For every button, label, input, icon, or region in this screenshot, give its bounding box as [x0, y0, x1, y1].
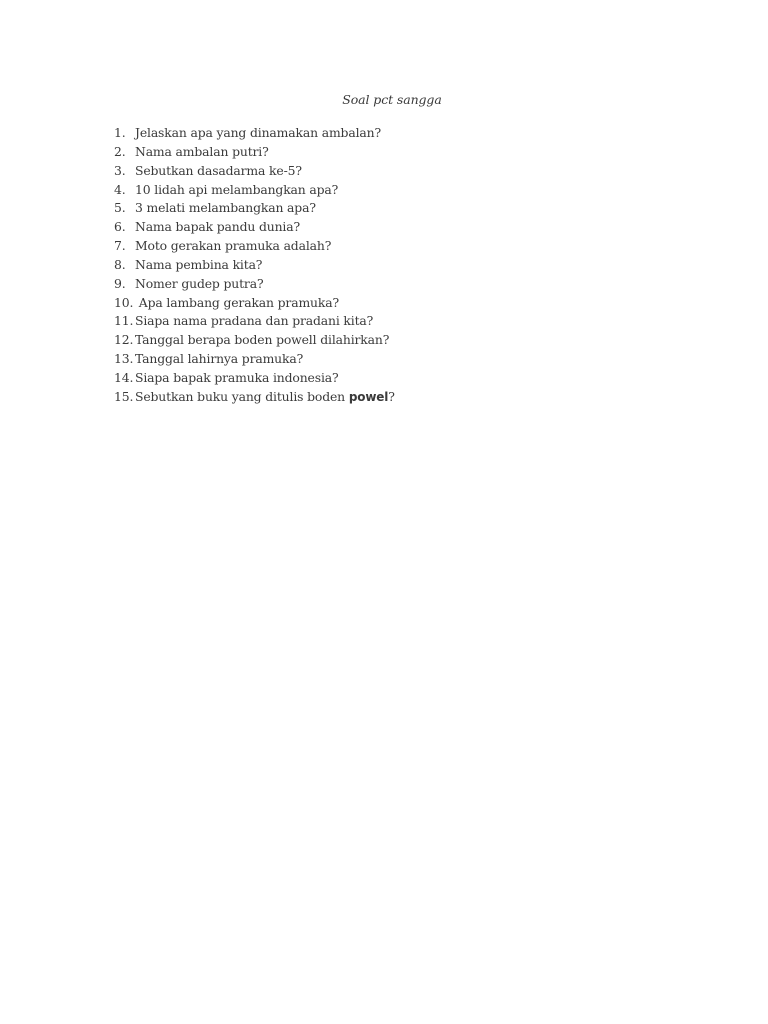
question-item	[114, 294, 395, 313]
question-item	[114, 124, 395, 143]
document-title: Soal pct sangga	[342, 92, 442, 107]
question-text-tail: ?	[388, 388, 395, 404]
question-text: Nomer gudep putra?	[135, 275, 264, 291]
question-item	[114, 350, 395, 369]
question-item	[114, 162, 395, 181]
question-number: 8.	[114, 256, 126, 272]
question-text-main: Sebutkan buku yang ditulis boden	[135, 388, 349, 404]
question-item	[114, 199, 395, 218]
question-number: 1.	[114, 125, 126, 140]
question-number: 11.	[114, 313, 134, 329]
question-item	[114, 369, 395, 388]
question-number: 6.	[114, 219, 126, 235]
question-number: 13.	[114, 351, 134, 367]
question-text: Tanggal lahirnya pramuka?	[135, 351, 304, 367]
question-item	[114, 312, 395, 331]
question-number: 10.	[114, 294, 134, 310]
question-list	[114, 124, 395, 407]
question-item	[114, 388, 395, 407]
question-text: Moto gerakan pramuka adalah?	[135, 238, 332, 254]
question-item	[114, 256, 395, 275]
question-number: 4.	[114, 181, 126, 197]
question-text	[135, 388, 395, 407]
question-text-bold: powel	[348, 389, 389, 404]
question-text: Siapa bapak pramuka indonesia?	[135, 369, 339, 385]
question-text: Nama pembina kita?	[135, 256, 263, 272]
question-text: Nama ambalan putri?	[135, 143, 269, 159]
question-text: 3 melati melambangkan apa?	[135, 200, 316, 216]
question-number: 15.	[114, 388, 134, 404]
question-item	[114, 275, 395, 294]
question-item	[114, 218, 395, 237]
question-number: 3.	[114, 162, 126, 178]
question-text: Apa lambang gerakan pramuka?	[135, 294, 339, 310]
question-text: 10 lidah api melambangkan apa?	[135, 181, 339, 197]
question-number: 9.	[114, 275, 126, 291]
question-text: Nama bapak pandu dunia?	[135, 219, 300, 235]
question-number: 14.	[114, 369, 134, 385]
question-item	[114, 181, 395, 200]
question-text: Sebutkan dasadarma ke-5?	[135, 162, 302, 178]
question-item	[114, 143, 395, 162]
question-text: Siapa nama pradana dan pradani kita?	[135, 313, 374, 329]
question-item	[114, 331, 395, 350]
question-number: 12.	[114, 332, 134, 348]
question-number: 2.	[114, 143, 126, 159]
question-item	[114, 237, 395, 256]
question-number: 7.	[114, 238, 126, 254]
question-text: Jelaskan apa yang dinamakan ambalan?	[135, 125, 381, 140]
question-number: 5.	[114, 200, 126, 216]
question-text: Tanggal berapa boden powell dilahirkan?	[135, 332, 390, 348]
